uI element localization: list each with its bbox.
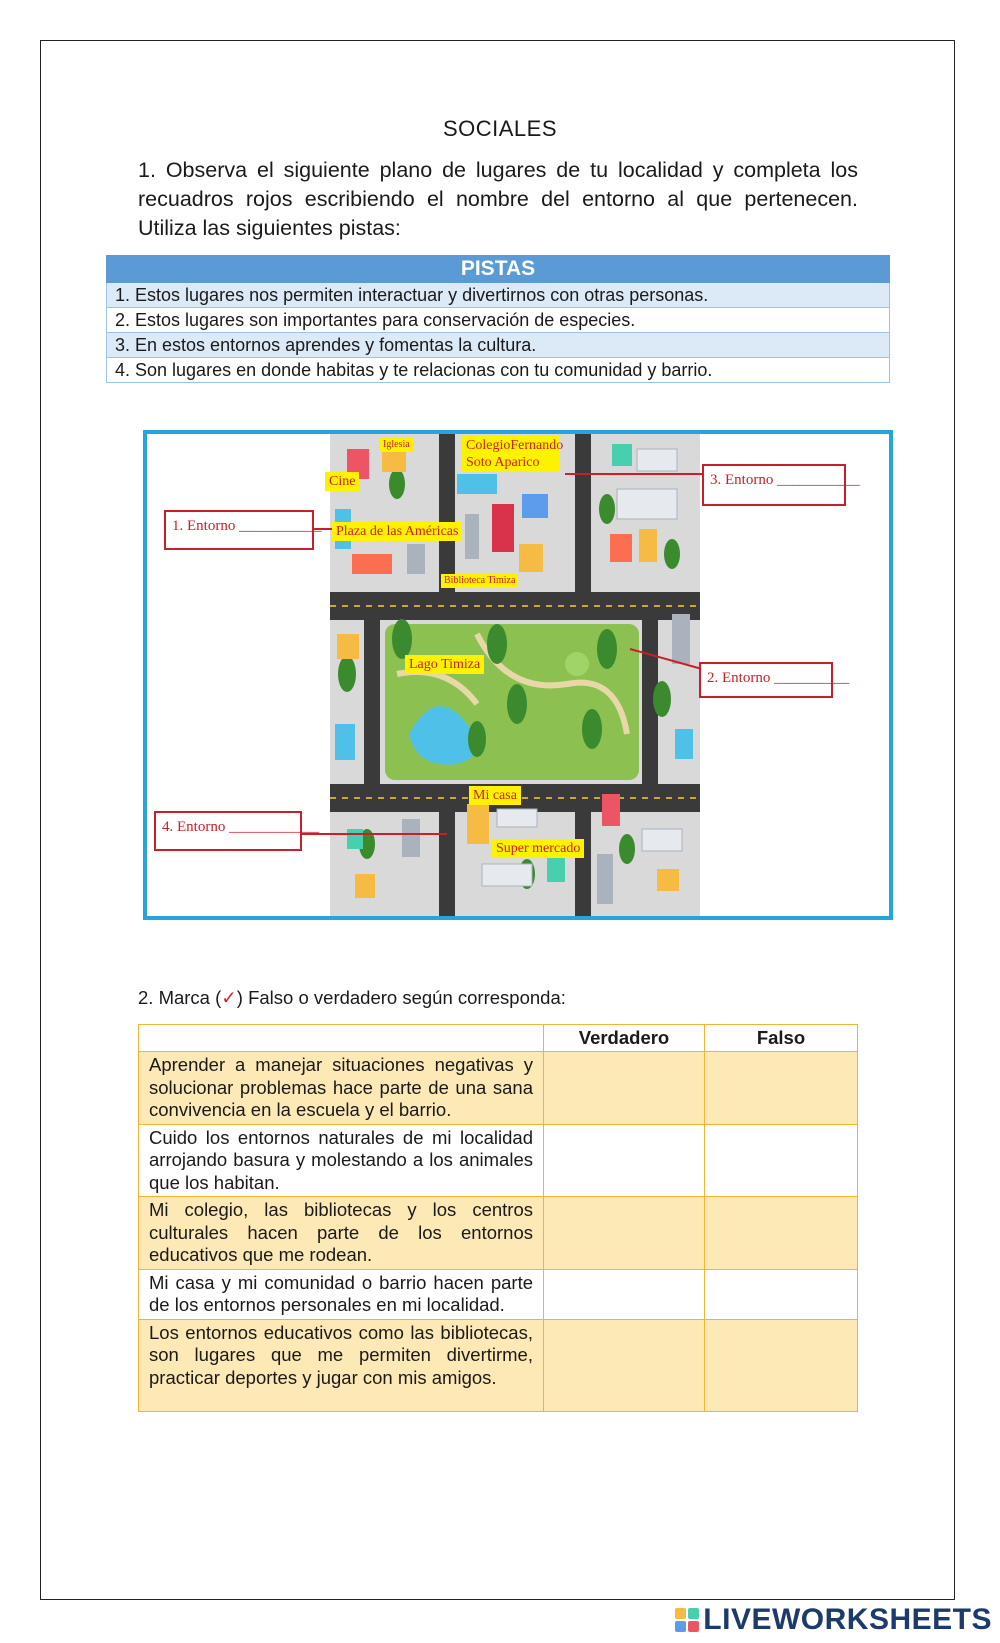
true-false-table [138,1024,858,1412]
label-plaza: Plaza de las Américas [332,522,462,541]
tf-statement: Cuido los entornos naturales de mi localidad arrojando basura y molestando a los animales que los habitan. [139,1124,544,1197]
tf-cell-falso[interactable] [705,1269,858,1319]
question-2-prefix: 2. Marca ( [138,987,222,1008]
tf-cell-falso[interactable] [705,1197,858,1270]
tf-statement: Los entornos educativos como las bibliotecas, son lugares que me permiten divertirme, practicar deportes y jugar con mis amigos. [139,1319,544,1411]
label-biblioteca: Biblioteca Timiza [441,574,518,588]
tf-cell-verdadero[interactable] [544,1319,705,1411]
tf-cell-verdadero[interactable] [544,1197,705,1270]
liveworksheets-text: LIVEWORKSHEETS [703,1603,992,1636]
pista-item: 4. Son lugares en donde habitas y te relacionas con tu comunidad y barrio. [107,358,890,383]
tf-cell-falso[interactable] [705,1319,858,1411]
entorno-box-2[interactable]: 2. Entorno __________ [699,662,833,698]
label-iglesia: Iglesia [380,438,413,452]
entorno-box-1[interactable]: 1. Entorno ___________ [164,510,314,550]
pistas-header: PISTAS [107,256,890,283]
tf-statement: Mi casa y mi comunidad o barrio hacen parte de los entornos personales en mi localidad. [139,1269,544,1319]
pista-item: 1. Estos lugares nos permiten interactuar y divertirnos con otras personas. [107,283,890,308]
label-lago: Lago Timiza [405,655,484,674]
label-supermercado: Super mercado [492,839,584,858]
entorno-box-3[interactable]: 3. Entorno ___________ [702,464,846,506]
tf-statement: Mi colegio, las bibliotecas y los centros culturales hacen parte de los entornos educativos que me rodean. [139,1197,544,1270]
question-2 [138,987,566,1009]
tf-cell-verdadero[interactable] [544,1052,705,1125]
question-2-suffix: ) Falso o verdadero según corresponda: [236,987,566,1008]
checkmark-icon: ✓ [221,987,237,1008]
tf-cell-verdadero[interactable] [544,1269,705,1319]
liveworksheets-logo[interactable] [675,1603,992,1637]
tf-cell-falso[interactable] [705,1124,858,1197]
pista-item: 2. Estos lugares son importantes para conservación de especies. [107,308,890,333]
tf-header-blank [139,1025,544,1052]
label-mi-casa: Mi casa [469,786,521,805]
tf-cell-falso[interactable] [705,1052,858,1125]
tf-statement: Aprender a manejar situaciones negativas y solucionar problemas hace parte de una sana convivencia en la escuela y el barrio. [139,1052,544,1125]
city-map [143,430,893,920]
page-title: SOCIALES [442,116,558,141]
tf-cell-verdadero[interactable] [544,1124,705,1197]
tf-header-verdadero: Verdadero [544,1025,705,1052]
tf-header-falso: Falso [705,1025,858,1052]
entorno-box-4[interactable]: 4. Entorno ____________ [154,811,302,851]
label-colegio: ColegioFernando Soto Aparico [462,436,560,472]
pistas-table [106,255,890,383]
label-cine: Cine [325,472,359,491]
pista-item: 3. En estos entornos aprendes y fomentas la cultura. [107,333,890,358]
liveworksheets-icon [675,1608,699,1632]
instructions-text: 1. Observa el siguiente plano de lugares de tu localidad y completa los recuadros rojos escribiendo el nombre del entorno al que pertenecen. Utiliza las siguientes pistas: [138,158,858,240]
